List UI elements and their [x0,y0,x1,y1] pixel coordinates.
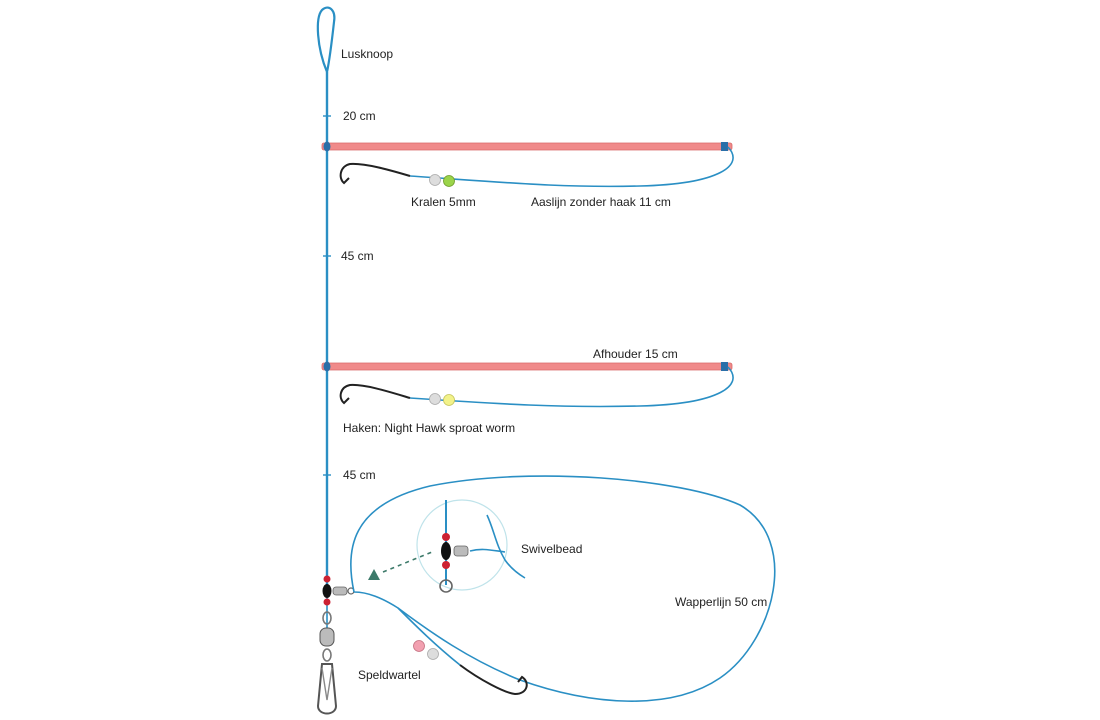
snood-middle [341,367,733,407]
swivelbead-assembly [323,576,355,606]
swivelbead-detail [417,500,525,592]
label-lusknoop: Lusknoop [341,47,394,61]
boom-middle [322,362,732,372]
bead-yellow [444,395,455,406]
label-spacing-middle: 45 cm [341,249,374,263]
hook-middle [341,385,410,403]
label-swivelbead: Swivelbead [521,542,583,556]
bead-white [428,649,439,660]
hook-top [341,164,410,183]
snood-top [341,147,733,187]
label-flapper: Wapperlijn 50 cm [675,595,768,609]
label-hooks: Haken: Night Hawk sproat worm [343,421,516,435]
bead-white [430,394,441,405]
label-boom: Afhouder 15 cm [593,347,678,361]
loop-knot [318,8,334,72]
bead-pink [414,641,425,652]
label-snood: Aaslijn zonder haak 11 cm [531,195,671,209]
label-snap-swivel: Speldwartel [358,668,421,682]
boom-top [322,142,732,152]
bead-green [444,176,455,187]
marker-triangle-icon [368,569,380,580]
bead-white [430,175,441,186]
label-beads: Kralen 5mm [411,195,476,209]
label-spacing-top: 20 cm [343,109,376,123]
label-spacing-bottom: 45 cm [343,468,376,482]
main-line [318,8,334,628]
